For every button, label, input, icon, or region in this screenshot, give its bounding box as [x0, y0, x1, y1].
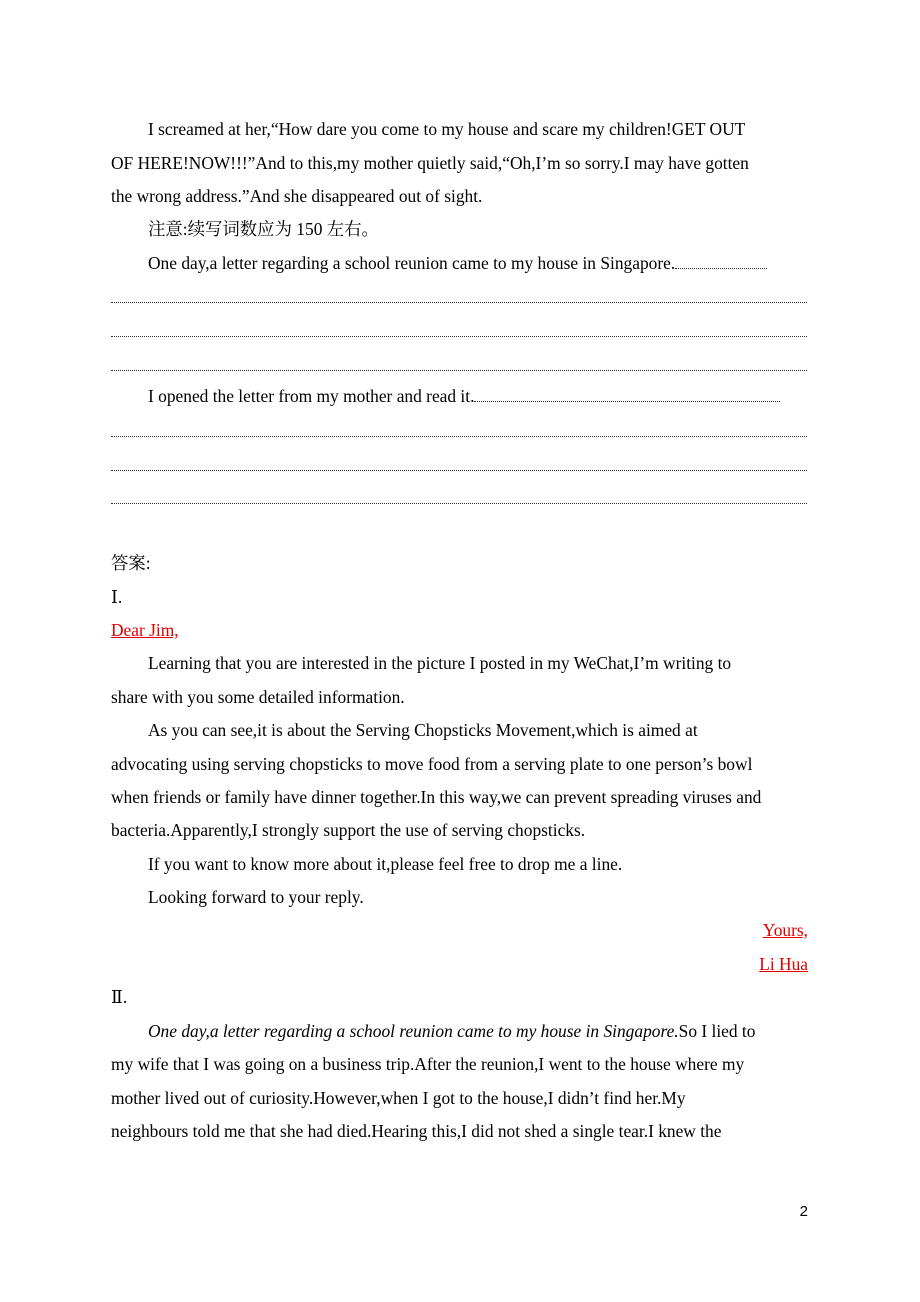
section-1-label: Ⅰ.	[111, 587, 123, 607]
writing-line	[111, 370, 807, 371]
story-line-2: my wife that I was going on a business trip.After the reunion,I went to the house where my	[111, 1054, 745, 1074]
page-number: 2	[799, 1203, 808, 1220]
paragraph-1-opening-text: One day,a letter regarding a school reunion came to my house in Singapore.	[148, 253, 676, 273]
story-opening-italic: One day,a letter regarding a school reunion came to my house in Singapore.	[148, 1021, 679, 1041]
writing-line	[111, 503, 807, 504]
writing-line	[111, 302, 807, 303]
writing-line	[111, 470, 807, 471]
letter-closing: Yours,	[762, 920, 808, 940]
prompt-line-1: I screamed at her,“How dare you come to my house and scare my children!GET OUT	[148, 119, 746, 139]
letter-line-7: If you want to know more about it,please feel free to drop me a line.	[148, 854, 623, 874]
section-2-label: Ⅱ.	[111, 987, 128, 1007]
letter-line-8: Looking forward to your reply.	[148, 887, 364, 907]
writing-line	[111, 336, 807, 337]
letter-line-6: bacteria.Apparently,I strongly support the use of serving chopsticks.	[111, 820, 586, 840]
story-line-3: mother lived out of curiosity.However,when I got to the house,I didn’t find her.My	[111, 1088, 686, 1108]
letter-line-3: As you can see,it is about the Serving Chopsticks Movement,which is aimed at	[148, 720, 698, 740]
letter-line-1: Learning that you are interested in the picture I posted in my WeChat,I’m writing to	[148, 653, 732, 673]
story-line-4: neighbours told me that she had died.Hearing this,I did not shed a single tear.I knew the	[111, 1121, 722, 1141]
letter-line-2: share with you some detailed information.	[111, 687, 405, 707]
letter-salutation: Dear Jim,	[111, 620, 179, 640]
story-line-1	[148, 1020, 755, 1042]
prompt-line-2: OF HERE!NOW!!!”And to this,my mother quietly said,“Oh,I’m so sorry.I may have gotten	[111, 153, 749, 173]
paragraph-1-opening	[148, 252, 767, 274]
writing-blank	[675, 254, 767, 269]
story-line-1-rest: So I lied to	[678, 1021, 756, 1041]
prompt-line-3: the wrong address.”And she disappeared out of sight.	[111, 186, 483, 206]
writing-line	[111, 436, 807, 437]
letter-signature: Li Hua	[759, 954, 808, 974]
paragraph-2-opening-text: I opened the letter from my mother and read it.	[148, 386, 475, 406]
word-count-note: 注意:续写词数应为 150 左右。	[148, 219, 379, 239]
letter-line-5: when friends or family have dinner together.In this way,we can prevent spreading viruses and	[111, 787, 762, 807]
writing-blank	[474, 387, 780, 402]
letter-line-4: advocating using serving chopsticks to move food from a serving plate to one person’s bowl	[111, 754, 753, 774]
answer-heading: 答案:	[111, 553, 151, 573]
paragraph-2-opening	[148, 385, 780, 407]
